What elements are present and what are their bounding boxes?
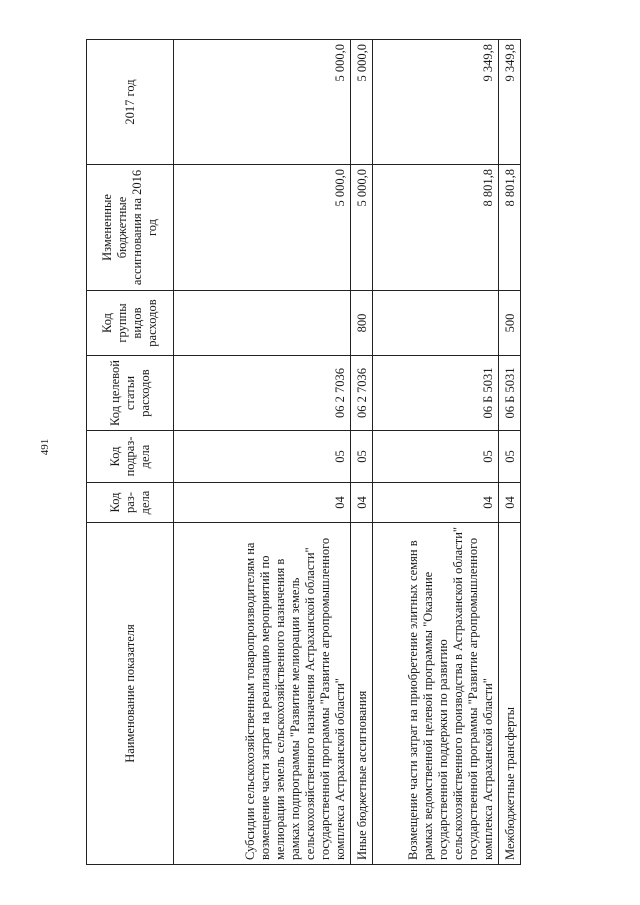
row-subsection: 05 — [174, 431, 351, 483]
row-changed-2016: 8 801,8 — [373, 165, 499, 291]
row-subsection: 05 — [499, 431, 521, 483]
row-expense-type: 500 — [499, 291, 521, 356]
header-subsection: Код подраз-дела — [87, 431, 174, 483]
header-section: Код раз-дела — [87, 483, 174, 523]
budget-table-container — [86, 40, 517, 865]
row-target-article: 06 Б 5031 — [499, 356, 521, 431]
budget-table — [86, 39, 521, 865]
header-year-2017: 2017 год — [87, 40, 174, 165]
table-row — [174, 40, 351, 865]
row-subsection: 05 — [373, 431, 499, 483]
row-name: Возмещение части затрат на приобретение элитных семян в рамках ведомственной целевой программы "Оказание государственной поддержки по развитию сельскохозяйственного производства в Астраханской области" государственной программы "Развитие агропромышленного комплекса Астраханской области" — [373, 523, 499, 865]
row-target-article: 06 2 7036 — [351, 356, 373, 431]
row-expense-type: 800 — [351, 291, 373, 356]
row-year-2017: 9 349,8 — [499, 40, 521, 165]
row-changed-2016: 5 000,0 — [174, 165, 351, 291]
row-name: Субсидии сельскохозяйственным товаропроизводителям на возмещение части затрат на реализацию мероприятий по мелиорации земель сельскохозяйственного назначения в рамках подпрограммы "Развитие мелиорации земель сельскохозяйственного назначения Астраханской области" государственной программы "Развитие агропромышленного комплекса Астраханской области" — [174, 523, 351, 865]
rotated-page-area — [86, 40, 517, 865]
table-row — [351, 40, 373, 865]
row-year-2017: 5 000,0 — [351, 40, 373, 165]
row-target-article: 06 2 7036 — [174, 356, 351, 431]
table-row — [499, 40, 521, 865]
header-changed-2016: Измененные бюджетные ассигнования на 2016 год — [87, 165, 174, 291]
row-changed-2016: 8 801,8 — [499, 165, 521, 291]
row-changed-2016: 5 000,0 — [351, 165, 373, 291]
row-section: 04 — [499, 483, 521, 523]
row-section: 04 — [174, 483, 351, 523]
table-row — [373, 40, 499, 865]
row-year-2017: 9 349,8 — [373, 40, 499, 165]
row-name: Межбюджетные трансферты — [499, 523, 521, 865]
header-expense-type: Код группы видов расходов — [87, 291, 174, 356]
table-header-row — [87, 40, 174, 865]
row-subsection: 05 — [351, 431, 373, 483]
header-name: Наименование показателя — [87, 523, 174, 865]
page-number: 491 — [39, 438, 51, 456]
row-expense-type — [373, 291, 499, 356]
row-section: 04 — [373, 483, 499, 523]
row-expense-type — [174, 291, 351, 356]
header-target-article: Код целевой статьи расходов — [87, 356, 174, 431]
row-section: 04 — [351, 483, 373, 523]
row-name: Иные бюджетные ассигнования — [351, 523, 373, 865]
row-year-2017: 5 000,0 — [174, 40, 351, 165]
row-target-article: 06 Б 5031 — [373, 356, 499, 431]
